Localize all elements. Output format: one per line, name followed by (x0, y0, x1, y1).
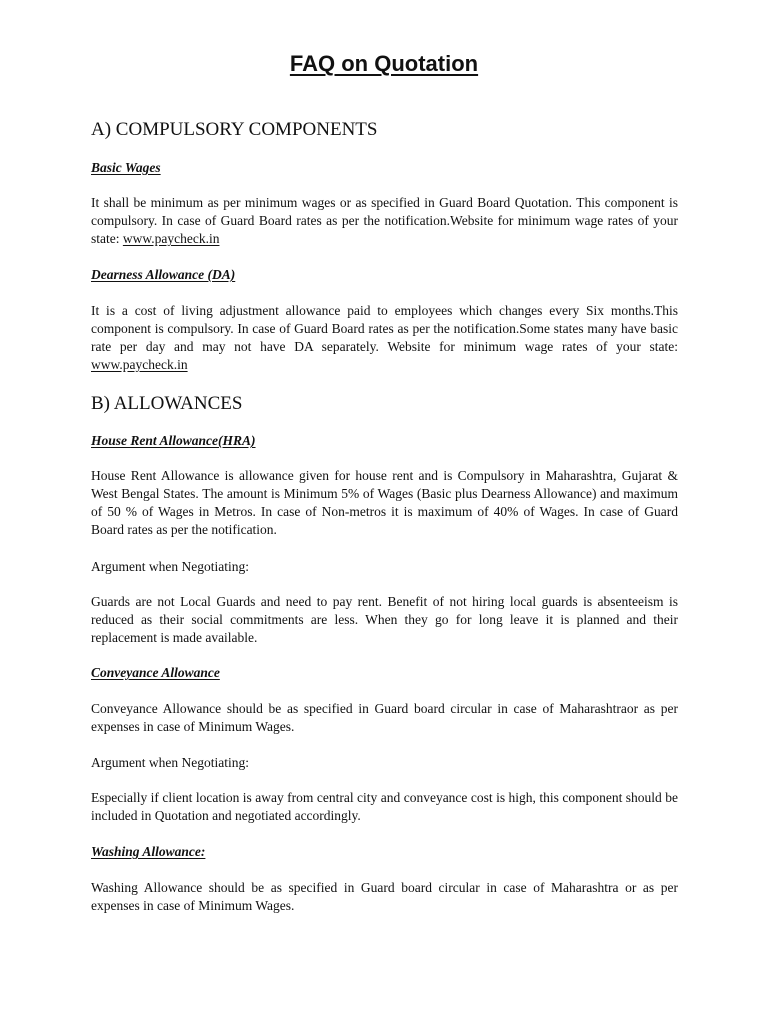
section-heading-compulsory: A) COMPULSORY COMPONENTS (91, 119, 378, 140)
paragraph-hra-argument: Guards are not Local Guards and need to pay rent. Benefit of not hiring local guards is absenteeism is reduced as their social commitments are less. When they go for long leave it is planned and their replacement is made available. (91, 594, 678, 645)
paragraph-conveyance-argument: Especially if client location is away from central city and conveyance cost is high, this component should be included in Quotation and negotiated accordingly. (91, 790, 678, 823)
paragraph-basic-wages-text: It shall be minimum as per minimum wages or as specified in Guard Board Quotation. This component is compulsory. In case of Guard Board rates as per the notification.Website for minimum wage rates of your state: (91, 195, 678, 246)
paragraph-conveyance-allowance: Conveyance Allowance should be as specified in Guard board circular in case of Maharashtraor as per expenses in case of Minimum Wages. (91, 701, 678, 734)
paragraph-dearness-allowance-text: It is a cost of living adjustment allowance paid to employees which changes every Six months.This component is compulsory. In case of Guard Board rates as per the notification.Some states many have basic rate per day and may not have DA separately. Website for minimum wage rates of your state: (91, 303, 678, 354)
paragraph-basic-wages (91, 194, 678, 248)
paycheck-link[interactable]: www.paycheck.in (91, 357, 188, 372)
page-title: FAQ on Quotation (289, 51, 479, 76)
paragraph-dearness-allowance (91, 302, 678, 374)
subheading-hra: House Rent Allowance(HRA) (91, 433, 256, 448)
paragraph-hra: House Rent Allowance is allowance given for house rent and is Compulsory in Maharashtra, Gujarat & West Bengal States. The amount is Minimum 5% of Wages (Basic plus Dearness Allowance) and maximum of 50 % of Wages in Metros. In case of Non-metros it is maximum of 40% of Wages. In case of Guard Board rates as per the notification. (91, 468, 678, 537)
subheading-basic-wages: Basic Wages (91, 160, 161, 175)
paragraph-washing-allowance: Washing Allowance should be as specified in Guard board circular in case of Maharashtra or as per expenses in case of Minimum Wages. (91, 880, 678, 913)
subheading-washing-allowance: Washing Allowance: (91, 844, 206, 859)
argument-label-conveyance: Argument when Negotiating: (91, 755, 249, 770)
section-heading-allowances: B) ALLOWANCES (91, 393, 243, 414)
subheading-dearness-allowance: Dearness Allowance (DA) (91, 267, 236, 282)
argument-label-hra: Argument when Negotiating: (91, 559, 249, 574)
paycheck-link[interactable]: www.paycheck.in (122, 231, 220, 246)
subheading-conveyance-allowance: Conveyance Allowance (91, 665, 220, 680)
